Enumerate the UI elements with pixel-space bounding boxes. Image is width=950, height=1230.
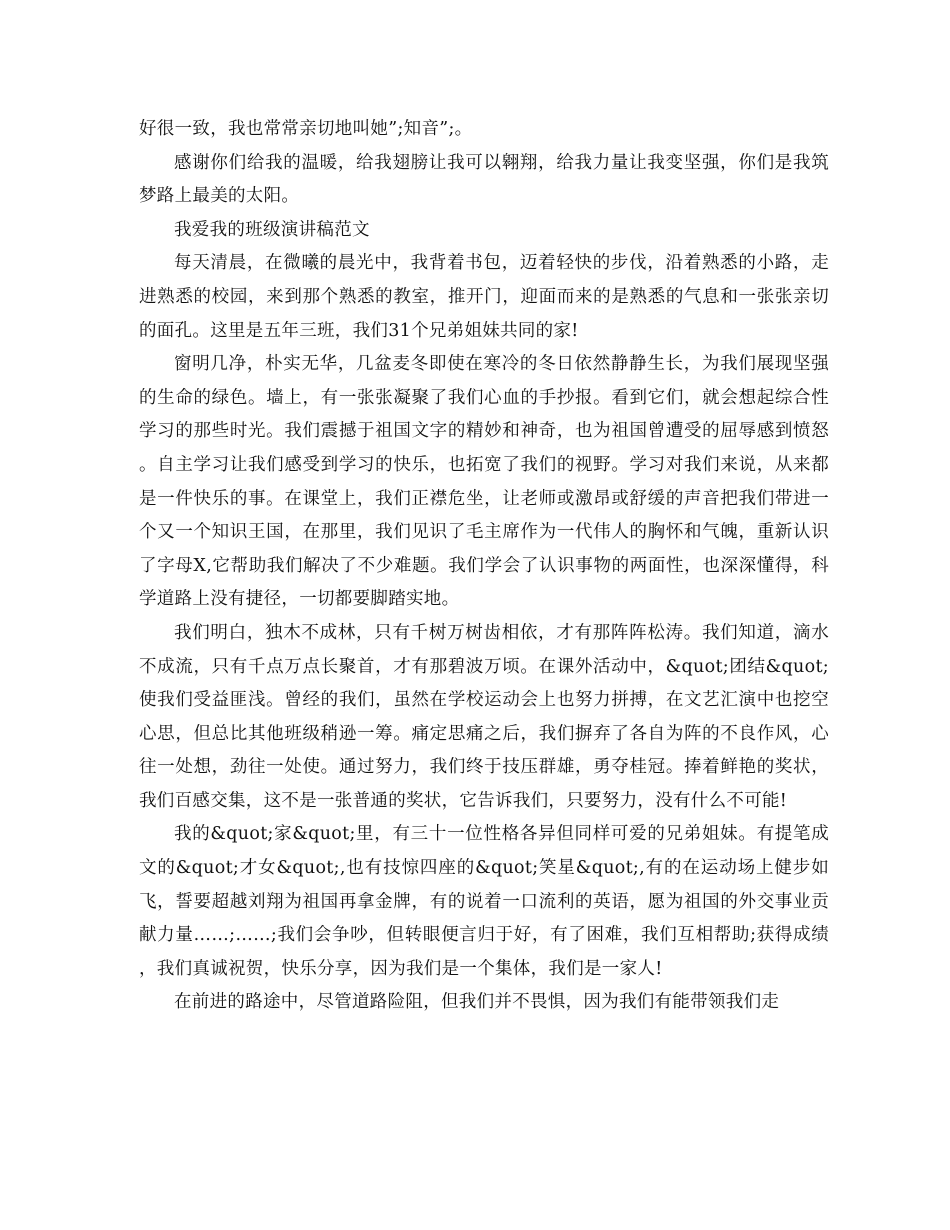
paragraph-morning: 每天清晨，在微曦的晨光中，我背着书包，迈着轻快的步伐，沿着熟悉的小路，走进熟悉的校园，来到那个熟悉的教室，推开门，迎面而来的是熟悉的气息和一张张亲切的面孔。这里是五年三班，我们31个兄弟姐妹共同的家! [139,253,829,341]
document-body [139,113,829,1020]
paragraph-classroom: 窗明几净，朴实无华，几盆麦冬即使在寒冷的冬日依然静静生长，为我们展现坚强的生命的绿色。墙上，有一张张凝聚了我们心血的手抄报。看到它们，就会想起综合性学习的那些时光。我们震撼于祖国文字的精妙和神奇，也为祖国曾遭受的屈辱感到愤怒。自主学习让我们感受到学习的快乐，也拓宽了我们的视野。学习对我们来说，从来都是一件快乐的事。在课堂上，我们正襟危坐，让老师或激昂或舒缓的声音把我们带进一个又一个知识王国，在那里，我们见识了毛主席作为一代伟人的胸怀和气魄，重新认识了字母X,它帮助我们解决了不少难题。我们学会了认识事物的两面性，也深深懂得，科学道路上没有捷径，一切都要脚踏实地。 [139,354,829,610]
paragraph-thanks: 感谢你们给我的温暖，给我翅膀让我可以翱翔，给我力量让我变坚强，你们是我筑梦路上最美的太阳。 [139,152,829,207]
paragraph-unity: 我们明白，独木不成林，只有千树万树齿相依，才有那阵阵松涛。我们知道，滴水不成流，只有千点万点长聚首，才有那碧波万顷。在课外活动中，&quot;团结&quot;使我们受益匪浅。曾经的我们，虽然在学校运动会上也努力拼搏，在文艺汇演中也挖空心思，但总比其他班级稍逊一筹。痛定思痛之后，我们摒弃了各自为阵的不良作风，心往一处想，劲往一处使。通过努力，我们终于技压群雄，勇夺桂冠。捧着鲜艳的奖状，我们百感交集，这不是一张普通的奖状，它告诉我们，只要努力，没有什么不可能! [139,622,829,811]
paragraph-forward: 在前进的路途中，尽管道路险阻，但我们并不畏惧，因为我们有能带领我们走 [174,992,780,1013]
paragraph-family: 我的&quot;家&quot;里，有三十一位性格各异但同样可爱的兄弟姐妹。有提笔成文的&quot;才女&quot;,也有技惊四座的&quot;笑星&quot;,有的在运动场上健步如飞，誓要超越刘翔为祖国再拿金牌，有的说着一口流利的英语，愿为祖国的外交事业贡献力量……;……;我们会争吵，但转眼便言归于好，有了困难，我们互相帮助;获得成绩，我们真诚祝贺，快乐分享，因为我们是一个集体，我们是一家人! [139,824,829,979]
paragraph-continuation: 好很一致，我也常常亲切地叫她”;知音”;。 [139,119,473,139]
section-heading: 我爱我的班级演讲稿范文 [174,219,370,240]
